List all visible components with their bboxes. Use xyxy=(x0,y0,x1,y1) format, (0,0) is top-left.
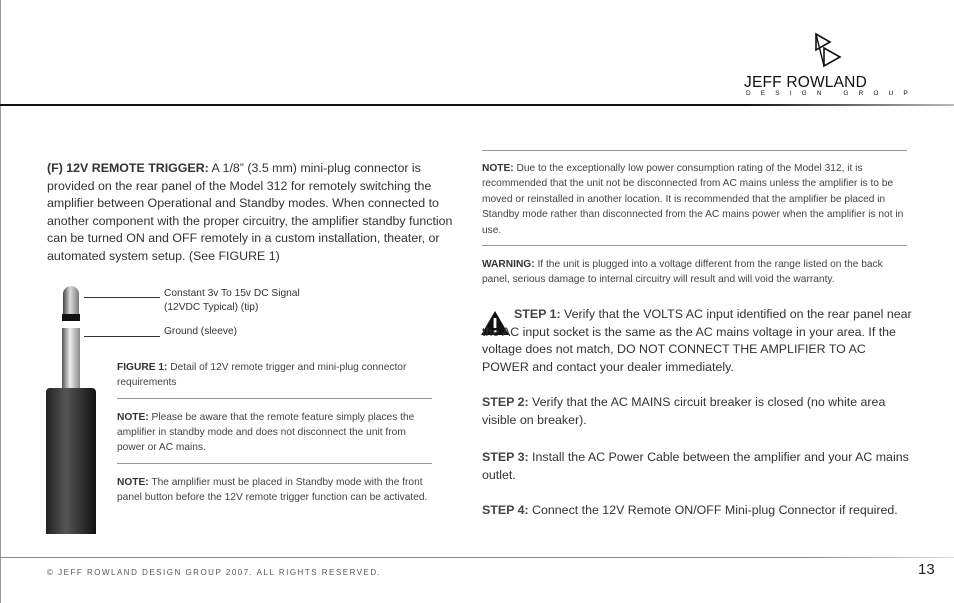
step-text: Install the AC Power Cable between the amplifier and your AC mains outlet. xyxy=(482,450,909,482)
step-1 xyxy=(482,306,912,376)
ground-label: Ground (sleeve) xyxy=(164,326,238,337)
logo-subtitle: DESIGN GROUP xyxy=(746,90,918,97)
figure-caption-text: Detail of 12V remote trigger and mini-plug connector requirements xyxy=(117,362,407,388)
plug-insulator-ring xyxy=(62,314,80,321)
note-front-panel xyxy=(117,475,432,505)
step-label: STEP 2: xyxy=(482,395,529,409)
divider xyxy=(117,463,432,464)
remote-trigger-text: A 1/8” (3.5 mm) mini-plug connector is provided on the rear panel of the Model 312 for remotely switching the amplifier between Operational and Standby modes. When connected to another component with the proper circuitry, the amplifier standby function can be turned ON and OFF remotely in a custom installation, theater, or automated system setup. (See FIGURE 1) xyxy=(47,161,453,263)
page-number: 13 xyxy=(918,561,935,578)
footer-divider xyxy=(0,557,954,558)
remote-trigger-heading: (F) 12V REMOTE TRIGGER: xyxy=(47,161,209,175)
note-text: The amplifier must be placed in Standby mode with the front panel button before the 12V remote trigger function can be activated. xyxy=(117,477,428,503)
step-label: STEP 3: xyxy=(482,450,529,464)
note-label: NOTE: xyxy=(117,477,149,488)
logo-mark-icon xyxy=(814,32,844,68)
plug-handle xyxy=(46,388,96,534)
plug-sleeve xyxy=(62,328,80,388)
copyright-notice: © JEFF ROWLAND DESIGN GROUP 2007. ALL RIGHTS RESERVED. xyxy=(47,568,382,577)
divider xyxy=(482,245,907,246)
warning-voltage xyxy=(482,257,909,288)
mini-plug-illustration xyxy=(46,286,96,534)
page-edge-line xyxy=(0,0,1,603)
figure-caption-label: FIGURE 1: xyxy=(117,362,168,373)
warning-label: WARNING: xyxy=(482,259,535,270)
note-standby-remote xyxy=(117,410,432,455)
figure-caption xyxy=(117,360,432,390)
step-text: Connect the 12V Remote ON/OFF Mini-plug Connector if required. xyxy=(528,503,898,517)
tip-label xyxy=(164,287,300,315)
note-power-consumption xyxy=(482,161,909,238)
remote-trigger-paragraph xyxy=(47,160,457,266)
step-3 xyxy=(482,449,912,484)
note-label: NOTE: xyxy=(117,412,149,423)
step-label: STEP 4: xyxy=(482,503,529,517)
header-divider xyxy=(0,104,954,106)
tip-label-line-1: Constant 3v To 15v DC Signal xyxy=(164,288,300,299)
note-text: Please be aware that the remote feature simply places the amplifier in standby mode and does not disconnect the unit from power or AC mains. xyxy=(117,412,415,453)
warning-text: If the unit is plugged into a voltage different from the range listed on the back panel, serious damage to internal circuitry will result and will void the warranty. xyxy=(482,259,883,286)
step-2 xyxy=(482,394,912,429)
tip-leader-line xyxy=(84,297,160,298)
step-text: Verify that the AC MAINS circuit breaker is closed (no white area visible on breaker). xyxy=(482,395,886,427)
step-label: STEP 1: xyxy=(514,307,561,321)
divider xyxy=(117,398,432,399)
note-text: Due to the exceptionally low power consumption rating of the Model 312, it is recommended that the unit not be disconnected from AC mains unless the amplifier is to be moved or reinstalled in another location. It is recommended that the amplifier be placed in Standby mode rather than disconnected from the AC mains power when the amplifier is not in use. xyxy=(482,163,904,236)
brand-logo xyxy=(744,32,918,98)
divider xyxy=(482,150,907,151)
ground-leader-line xyxy=(84,336,160,337)
note-label: NOTE: xyxy=(482,163,514,174)
logo-wordmark: JEFF ROWLAND xyxy=(744,74,867,91)
step-4 xyxy=(482,502,912,520)
step-text: Verify that the VOLTS AC input identified on the rear panel near the AC input socket is the same as the AC mains voltage in your area. If the voltage does not match, DO NOT CONNECT THE AMPLIFIER TO AC POWER and contact your dealer immediately. xyxy=(482,307,912,374)
tip-label-line-2: (12VDC Typical) (tip) xyxy=(164,302,259,313)
